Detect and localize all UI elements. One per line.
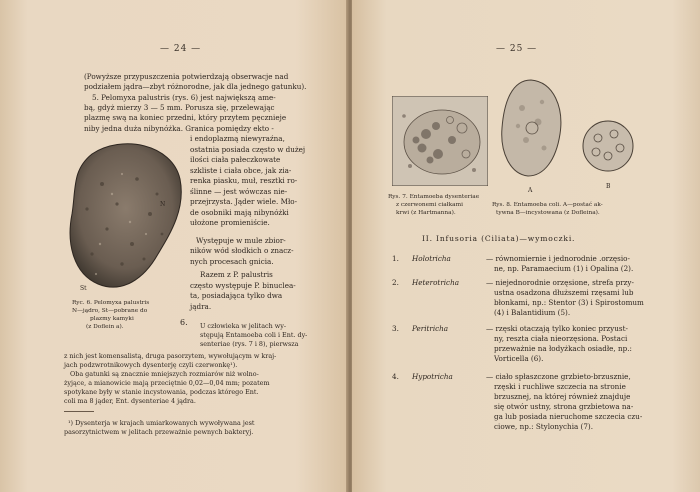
- figure8-caption: tywna B—incystowana (z Dofleina).: [496, 210, 600, 216]
- side-text: jądra.: [190, 302, 212, 311]
- side-text: przejrzysta. Jąder wiele. Mło-: [190, 197, 298, 206]
- figure-caption: (z Doflein a).: [86, 324, 124, 330]
- entamoeba-coli-cyst-figure: [580, 118, 636, 174]
- side-text: Występuje w mule zbior-: [196, 236, 286, 245]
- section-heading: II. Infusoria (Ciliata)—wymoczki.: [422, 234, 576, 243]
- entry-number: 3.: [392, 324, 399, 333]
- left-page: [0, 0, 348, 492]
- section-number-6: 6.: [180, 318, 188, 327]
- figure-caption: plazmy kamyki: [90, 316, 134, 322]
- entry-text: — równomiernie i jednorodnie .orzęsio-: [486, 254, 630, 263]
- text-line: 5. Pelomyxa palustris (rys. 6) jest największą ame-: [92, 93, 276, 102]
- figure-label-n: N: [160, 201, 166, 208]
- text-line: plazmę swą na koniec przedni, który przytem pęcznieje: [84, 113, 287, 122]
- figure7-caption: z czerwonemi ciałkami: [396, 202, 463, 208]
- figure7-caption: krwi (z Hartmanna).: [396, 210, 456, 216]
- entry-text: Vorticella (6).: [494, 354, 544, 363]
- entry-text: błonkami, np.: Stentor (3) i Spirostomum: [494, 298, 644, 307]
- figure-label-b: B: [606, 183, 611, 190]
- figure-label-a: A: [528, 187, 533, 194]
- side-text: nych procesach gnicia.: [190, 257, 274, 266]
- side-text: szkliste i ciała obce, jak zia-: [190, 166, 292, 175]
- entry-name: Holotricha: [412, 254, 451, 263]
- entry-name: Peritricha: [412, 324, 449, 333]
- entry-text: przeważnie na łodyżkach osiadłe, np.:: [494, 344, 632, 353]
- side-text: i endoplazmą niewyraźna,: [190, 134, 285, 143]
- entry-number: 1.: [392, 254, 399, 263]
- side-text: de osobniki mają nibynóżki: [190, 208, 289, 217]
- text-line: spotykane były w stanie incystowania, podczas którego Ent.: [64, 388, 259, 396]
- entry-text: (4) i Balantidium (5).: [494, 308, 571, 317]
- side-text: ślinne — jest wówczas nie-: [190, 187, 288, 196]
- text-line: Oba gatunki są znacznie mniejszych rozmiarów niż wolno-: [70, 370, 259, 378]
- text-line: (Powyższe przypuszczenia potwierdzają obserwacje nad: [84, 72, 289, 81]
- text-line: podziałem jądra—zbyt różnorodne, jak dla jednego gatunku).: [84, 82, 307, 91]
- entry-text: ustna osadzona dłuższemi rzęsami lub: [494, 288, 634, 297]
- side-text: ilości ciała pałeczkowate: [190, 155, 281, 164]
- text-line: coli ma 8 jąder, Ent. dysenteriae 4 jądra.: [64, 397, 196, 405]
- entry-text: rzęski i ruchliwe szczecia na stronie: [494, 382, 626, 391]
- entry-name: Hypotricha: [412, 372, 453, 381]
- entry-text: ny, reszta ciała nieorzęsiona. Postaci: [494, 334, 628, 343]
- text-line: bą, gdyż mierzy 3 — 5 mm. Porusza się, przelewając: [84, 103, 275, 112]
- footnote: pasorzytnictwem w jelitach przeważnie pewnych bakteryj.: [64, 428, 254, 436]
- entry-text: — niejednorodnie orzęsione, strefa przy-: [486, 278, 634, 287]
- entry-name: Heterotricha: [412, 278, 459, 287]
- entry-text: — ciało spłaszczone grzbieto-brzusznie,: [486, 372, 631, 381]
- figure-caption: Ryc. 6. Pelomyxa palustris: [72, 300, 150, 306]
- entry-number: 2.: [392, 278, 399, 287]
- side-text: często występuje P. binuclea-: [190, 281, 296, 290]
- entry-text: się otwór ustny, strona grzbietowa na-: [494, 402, 634, 411]
- side-text: ta, posiadająca tylko dwa: [190, 291, 283, 300]
- text-line: z nich jest komensalistą, druga pasorzytem, wywołującym w kraj-: [64, 352, 277, 360]
- text-line: żyjące, a mianowicie mają przeciętnie 0,02—0,04 mm; pozatem: [64, 379, 270, 387]
- entamoeba-dysenteriae-figure: [392, 96, 488, 186]
- figure7-caption: Rys. 7. Entamoeba dysenteriae: [388, 194, 480, 200]
- side-text: stępują Entamoeba coli i Ent. dy-: [200, 331, 308, 339]
- entry-text: ga lub posiada nieruchome szczecia czu-: [494, 412, 643, 421]
- footnote-rule: [64, 411, 94, 412]
- pelomyxa-figure: [62, 134, 186, 298]
- side-text: ostatnia posiada często w dużej: [190, 145, 306, 154]
- page-number-right: — 25 —: [496, 44, 538, 54]
- right-page: [352, 0, 700, 492]
- page-number-left: — 24 —: [160, 44, 202, 54]
- side-text: U człowieka w jelitach wy-: [200, 322, 286, 330]
- side-text: ułożone promieniście.: [190, 218, 270, 227]
- entry-text: — rzęski otaczają tylko koniec przyust-: [486, 324, 628, 333]
- entamoeba-coli-active-figure: [498, 78, 564, 178]
- text-line: niby jedna duża nibynóżka. Granica pomiędzy ekto -: [84, 124, 274, 133]
- footnote: ¹) Dysenterja w krajach umiarkowanych wywoływana jest: [68, 419, 255, 427]
- side-text: senteriae (rys. 7 i 8), pierwsza: [200, 340, 299, 348]
- side-text: ników wód słodkich o znacz-: [190, 246, 294, 255]
- figure8-caption: Rys. 8. Entamoeba coli. A—postać ak-: [492, 202, 603, 208]
- figure-caption: N—jądro, St—pobrane do: [72, 308, 148, 314]
- entry-text: ciowe, np.: Stylonychia (7).: [494, 422, 594, 431]
- entry-number: 4.: [392, 372, 399, 381]
- side-text: Razem z P. palustris: [200, 270, 273, 279]
- text-line: jach podzwrotnikowych dysenterję czyli czerwonkę¹).: [64, 361, 238, 369]
- entry-text: brzusznej, na której również znajduje: [494, 392, 631, 401]
- entry-text: ne, np. Paramaecium (1) i Opalina (2).: [494, 264, 634, 273]
- figure-label-st: St: [80, 285, 87, 292]
- side-text: renka piasku, muł, resztki ro-: [190, 176, 298, 185]
